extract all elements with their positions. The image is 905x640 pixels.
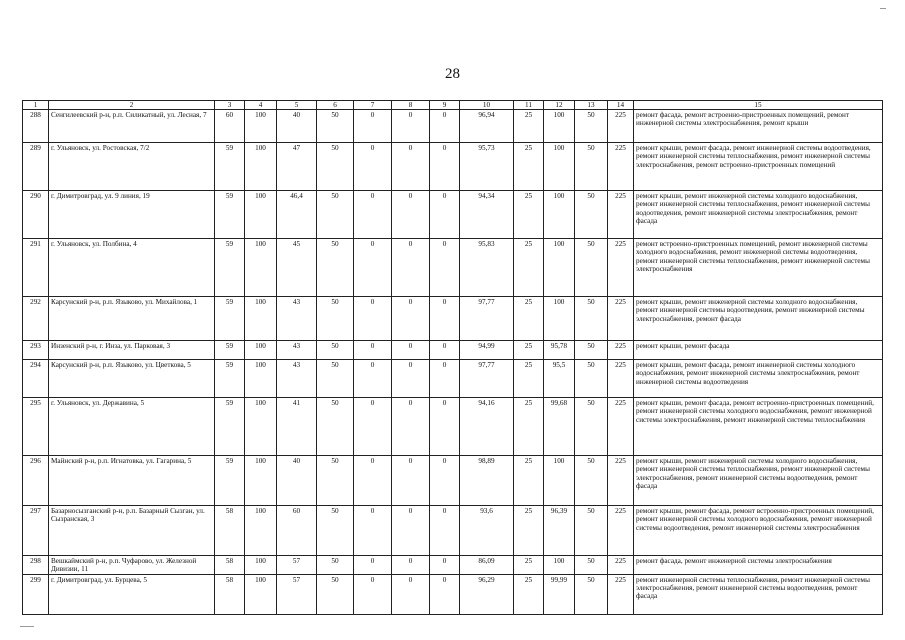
cell-col-2: г. Ульяновск, ул. Державина, 5	[49, 398, 215, 456]
cell-col-15: ремонт фасада, ремонт встроенно-пристроенных помещений, ремонт инженерной системы электроснабжения, ремонт крыши	[634, 110, 883, 143]
cell-col-13: 50	[575, 341, 608, 360]
cell-col-7: 0	[354, 297, 392, 341]
table-row	[23, 556, 883, 574]
cell-col-5: 45	[277, 239, 317, 297]
cell-col-15: ремонт инженерной системы теплоснабжения, ремонт инженерной системы электроснабжения, ремонт инженерной системы водоотведения, ремонт фасада	[634, 574, 883, 614]
header-cell-13: 13	[575, 101, 608, 110]
cell-col-13: 50	[575, 297, 608, 341]
cell-col-4: 100	[245, 360, 277, 398]
header-cell-5: 5	[277, 101, 317, 110]
cell-col-7: 0	[354, 574, 392, 614]
cell-col-8: 0	[392, 143, 430, 191]
cell-col-13: 50	[575, 456, 608, 506]
cell-col-2: Базарносызганский р-н, р.п. Базарный Сызган, ул. Сызранская, 3	[49, 506, 215, 556]
table-row	[23, 360, 883, 398]
cell-col-2: г. Димитровград, ул. Бурцева, 5	[49, 574, 215, 614]
cell-col-2: Карсунский р-н, р.п. Языково, ул. Михайлова, 1	[49, 297, 215, 341]
cell-col-10: 98,89	[460, 456, 514, 506]
cell-col-10: 94,34	[460, 191, 514, 239]
cell-col-11: 25	[514, 341, 544, 360]
cell-col-1: 299	[23, 574, 49, 614]
cell-col-6: 50	[317, 191, 354, 239]
cell-col-12: 100	[544, 239, 575, 297]
cell-col-3: 59	[215, 456, 245, 506]
cell-col-6: 50	[317, 456, 354, 506]
cell-col-10: 96,29	[460, 574, 514, 614]
header-cell-4: 4	[245, 101, 277, 110]
page-number: 28	[445, 66, 460, 82]
cell-col-4: 100	[245, 556, 277, 574]
cell-col-1: 291	[23, 239, 49, 297]
cell-col-15: ремонт встроенно-пристроенных помещений, ремонт инженерной системы холодного водоснабжения, ремонт инженерной системы водоотведения, ремонт инженерной системы теплоснабжения, ремонт инженерной системы электроснабжения	[634, 239, 883, 297]
cell-col-5: 40	[277, 110, 317, 143]
cell-col-4: 100	[245, 341, 277, 360]
cell-col-2: Инзенский р-н, г. Инза, ул. Парковая, 3	[49, 341, 215, 360]
header-cell-8: 8	[392, 101, 430, 110]
header-cell-1: 1	[23, 101, 49, 110]
cell-col-1: 295	[23, 398, 49, 456]
cell-col-2: Вешкаймский р-н, р.п. Чуфарово, ул. Железной Дивизии, 11	[49, 556, 215, 574]
cell-col-13: 50	[575, 556, 608, 574]
cell-col-12: 100	[544, 556, 575, 574]
cell-col-9: 0	[430, 239, 460, 297]
cell-col-9: 0	[430, 398, 460, 456]
cell-col-2: Майнский р-н, р.п. Игнатовка, ул. Гагарина, 5	[49, 456, 215, 506]
cell-col-12: 96,39	[544, 506, 575, 556]
cell-col-5: 57	[277, 574, 317, 614]
cell-col-8: 0	[392, 297, 430, 341]
cell-col-7: 0	[354, 456, 392, 506]
cell-col-14: 225	[608, 574, 634, 614]
cell-col-2: г. Ульяновск, ул. Ростовская, 7/2	[49, 143, 215, 191]
cell-col-8: 0	[392, 110, 430, 143]
cell-col-12: 95,5	[544, 360, 575, 398]
cell-col-13: 50	[575, 191, 608, 239]
cell-col-10: 95,83	[460, 239, 514, 297]
cell-col-11: 25	[514, 556, 544, 574]
header-cell-9: 9	[430, 101, 460, 110]
cell-col-7: 0	[354, 398, 392, 456]
cell-col-9: 0	[430, 506, 460, 556]
cell-col-7: 0	[354, 110, 392, 143]
cell-col-2: г. Ульяновск, ул. Полбина, 4	[49, 239, 215, 297]
cell-col-11: 25	[514, 143, 544, 191]
cell-col-14: 225	[608, 191, 634, 239]
cell-col-3: 59	[215, 191, 245, 239]
cell-col-14: 225	[608, 341, 634, 360]
cell-col-8: 0	[392, 341, 430, 360]
cell-col-12: 99,99	[544, 574, 575, 614]
cell-col-15: ремонт крыши, ремонт инженерной системы холодного водоснабжения, ремонт инженерной системы водоотведения, ремонт инженерной системы электроснабжения, ремонт фасада	[634, 297, 883, 341]
cell-col-4: 100	[245, 110, 277, 143]
cell-col-12: 100	[544, 143, 575, 191]
cell-col-9: 0	[430, 360, 460, 398]
cell-col-5: 41	[277, 398, 317, 456]
cell-col-8: 0	[392, 574, 430, 614]
cell-col-14: 225	[608, 143, 634, 191]
cell-col-15: ремонт крыши, ремонт фасада, ремонт инженерной системы водоотведения, ремонт инженерной системы теплоснабжения, ремонт инженерной системы электроснабжения, ремонт встроенно-пристроенных помещений	[634, 143, 883, 191]
cell-col-9: 0	[430, 191, 460, 239]
header-cell-14: 14	[608, 101, 634, 110]
header-cell-2: 2	[49, 101, 215, 110]
cell-col-2: Сенгилеевский р-н, р.п. Силикатный, ул. Лесная, 7	[49, 110, 215, 143]
table-row	[23, 297, 883, 341]
table-body	[23, 101, 883, 615]
cell-col-1: 294	[23, 360, 49, 398]
cell-col-5: 43	[277, 297, 317, 341]
scan-mark	[880, 8, 886, 9]
cell-col-4: 100	[245, 143, 277, 191]
cell-col-10: 96,94	[460, 110, 514, 143]
cell-col-12: 95,78	[544, 341, 575, 360]
header-cell-10: 10	[460, 101, 514, 110]
cell-col-5: 43	[277, 360, 317, 398]
cell-col-11: 25	[514, 239, 544, 297]
cell-col-6: 50	[317, 398, 354, 456]
table-row	[23, 110, 883, 143]
cell-col-11: 25	[514, 506, 544, 556]
cell-col-8: 0	[392, 398, 430, 456]
cell-col-13: 50	[575, 143, 608, 191]
cell-col-8: 0	[392, 556, 430, 574]
cell-col-14: 225	[608, 556, 634, 574]
cell-col-7: 0	[354, 191, 392, 239]
cell-col-14: 225	[608, 360, 634, 398]
cell-col-11: 25	[514, 360, 544, 398]
cell-col-6: 50	[317, 239, 354, 297]
cell-col-3: 59	[215, 239, 245, 297]
cell-col-4: 100	[245, 191, 277, 239]
cell-col-10: 86,09	[460, 556, 514, 574]
table-row	[23, 506, 883, 556]
cell-col-14: 225	[608, 239, 634, 297]
table-row	[23, 456, 883, 506]
cell-col-8: 0	[392, 360, 430, 398]
cell-col-12: 99,68	[544, 398, 575, 456]
cell-col-7: 0	[354, 341, 392, 360]
cell-col-8: 0	[392, 191, 430, 239]
cell-col-3: 58	[215, 506, 245, 556]
cell-col-13: 50	[575, 574, 608, 614]
table-row	[23, 341, 883, 360]
table-row	[23, 191, 883, 239]
cell-col-14: 225	[608, 297, 634, 341]
cell-col-14: 225	[608, 506, 634, 556]
cell-col-9: 0	[430, 341, 460, 360]
header-row	[23, 101, 883, 110]
cell-col-1: 297	[23, 506, 49, 556]
cell-col-12: 100	[544, 110, 575, 143]
cell-col-6: 50	[317, 297, 354, 341]
cell-col-9: 0	[430, 110, 460, 143]
cell-col-5: 43	[277, 341, 317, 360]
cell-col-1: 293	[23, 341, 49, 360]
cell-col-6: 50	[317, 341, 354, 360]
cell-col-5: 40	[277, 456, 317, 506]
header-cell-11: 11	[514, 101, 544, 110]
header-cell-7: 7	[354, 101, 392, 110]
cell-col-12: 100	[544, 456, 575, 506]
table-row	[23, 239, 883, 297]
cell-col-14: 225	[608, 398, 634, 456]
data-table	[22, 100, 883, 615]
cell-col-11: 25	[514, 297, 544, 341]
cell-col-12: 100	[544, 191, 575, 239]
cell-col-6: 50	[317, 556, 354, 574]
header-cell-12: 12	[544, 101, 575, 110]
cell-col-13: 50	[575, 110, 608, 143]
cell-col-13: 50	[575, 360, 608, 398]
cell-col-11: 25	[514, 398, 544, 456]
cell-col-5: 60	[277, 506, 317, 556]
cell-col-13: 50	[575, 398, 608, 456]
cell-col-15: ремонт крыши, ремонт инженерной системы холодного водоснабжения, ремонт инженерной системы теплоснабжения, ремонт инженерной системы водоотведения, ремонт инженерной системы электроснабжения, ремонт фасада	[634, 191, 883, 239]
cell-col-11: 25	[514, 456, 544, 506]
cell-col-1: 296	[23, 456, 49, 506]
cell-col-4: 100	[245, 239, 277, 297]
cell-col-7: 0	[354, 239, 392, 297]
cell-col-3: 59	[215, 360, 245, 398]
cell-col-5: 57	[277, 556, 317, 574]
cell-col-2: Карсунский р-н, р.п. Языково, ул. Цветкова, 5	[49, 360, 215, 398]
cell-col-11: 25	[514, 110, 544, 143]
cell-col-3: 59	[215, 341, 245, 360]
scan-mark	[20, 626, 34, 627]
cell-col-9: 0	[430, 456, 460, 506]
cell-col-13: 50	[575, 506, 608, 556]
cell-col-7: 0	[354, 360, 392, 398]
cell-col-15: ремонт фасада, ремонт инженерной системы электроснабжения	[634, 556, 883, 574]
cell-col-14: 225	[608, 456, 634, 506]
cell-col-1: 288	[23, 110, 49, 143]
cell-col-9: 0	[430, 297, 460, 341]
cell-col-4: 100	[245, 398, 277, 456]
cell-col-12: 100	[544, 297, 575, 341]
cell-col-6: 50	[317, 506, 354, 556]
cell-col-10: 93,6	[460, 506, 514, 556]
cell-col-6: 50	[317, 360, 354, 398]
cell-col-5: 46,4	[277, 191, 317, 239]
cell-col-8: 0	[392, 239, 430, 297]
cell-col-10: 97,77	[460, 297, 514, 341]
cell-col-2: г. Димитровград, ул. 9 линия, 19	[49, 191, 215, 239]
table-row	[23, 574, 883, 614]
cell-col-4: 100	[245, 574, 277, 614]
cell-col-15: ремонт крыши, ремонт фасада	[634, 341, 883, 360]
cell-col-7: 0	[354, 506, 392, 556]
cell-col-10: 94,16	[460, 398, 514, 456]
cell-col-15: ремонт крыши, ремонт инженерной системы холодного водоснабжения, ремонт инженерной системы теплоснабжения, ремонт инженерной системы электроснабжения, ремонт инженерной системы водоотведения, ремонт фасада	[634, 456, 883, 506]
cell-col-9: 0	[430, 143, 460, 191]
cell-col-4: 100	[245, 297, 277, 341]
cell-col-15: ремонт крыши, ремонт фасада, ремонт встроенно-пристроенных помещений, ремонт инженерной системы холодного водоснабжения, ремонт инженерной системы водоотведения, ремонт инженерной системы электроснабжения	[634, 506, 883, 556]
cell-col-11: 25	[514, 574, 544, 614]
cell-col-3: 58	[215, 574, 245, 614]
cell-col-7: 0	[354, 556, 392, 574]
cell-col-15: ремонт крыши, ремонт фасада, ремонт встроенно-пристроенных помещений, ремонт инженерной системы холодного водоснабжения, ремонт инженерной системы электроснабжения, ремонт инженерной системы теплоснабжения	[634, 398, 883, 456]
cell-col-9: 0	[430, 556, 460, 574]
cell-col-11: 25	[514, 191, 544, 239]
cell-col-3: 60	[215, 110, 245, 143]
cell-col-9: 0	[430, 574, 460, 614]
cell-col-15: ремонт крыши, ремонт фасада, ремонт инженерной системы холодного водоснабжения, ремонт инженерной системы электроснабжения, ремонт инженерной системы водоотведения	[634, 360, 883, 398]
cell-col-1: 290	[23, 191, 49, 239]
cell-col-4: 100	[245, 506, 277, 556]
cell-col-5: 47	[277, 143, 317, 191]
cell-col-13: 50	[575, 239, 608, 297]
cell-col-1: 298	[23, 556, 49, 574]
cell-col-3: 59	[215, 398, 245, 456]
cell-col-1: 289	[23, 143, 49, 191]
table-row	[23, 143, 883, 191]
cell-col-1: 292	[23, 297, 49, 341]
cell-col-8: 0	[392, 456, 430, 506]
header-cell-3: 3	[215, 101, 245, 110]
table-row	[23, 398, 883, 456]
cell-col-10: 95,73	[460, 143, 514, 191]
cell-col-10: 97,77	[460, 360, 514, 398]
cell-col-4: 100	[245, 456, 277, 506]
cell-col-10: 94,99	[460, 341, 514, 360]
cell-col-6: 50	[317, 574, 354, 614]
cell-col-6: 50	[317, 143, 354, 191]
cell-col-6: 50	[317, 110, 354, 143]
cell-col-14: 225	[608, 110, 634, 143]
cell-col-7: 0	[354, 143, 392, 191]
cell-col-8: 0	[392, 506, 430, 556]
cell-col-3: 59	[215, 143, 245, 191]
cell-col-3: 59	[215, 297, 245, 341]
header-cell-15: 15	[634, 101, 883, 110]
header-cell-6: 6	[317, 101, 354, 110]
cell-col-3: 58	[215, 556, 245, 574]
